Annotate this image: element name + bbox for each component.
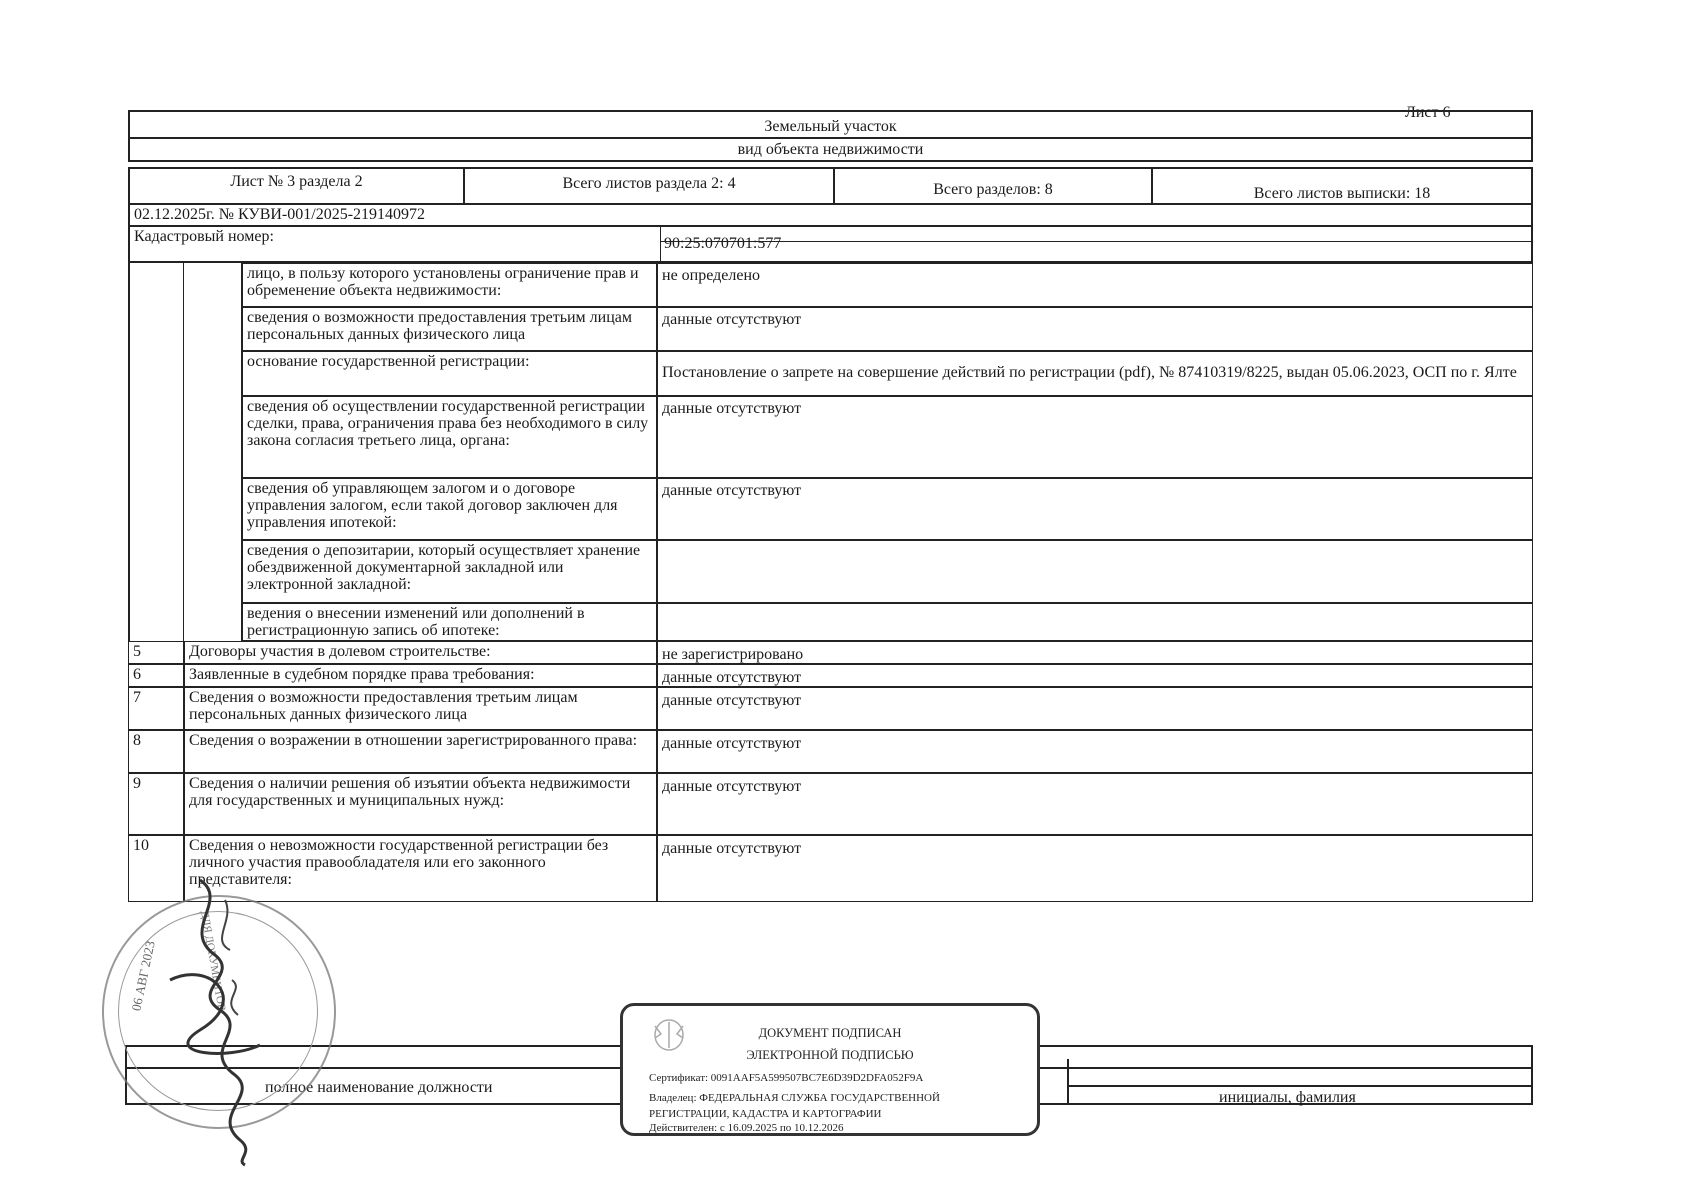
position-label: полное наименование должности (265, 1079, 493, 1096)
row-number: 9 (128, 773, 184, 835)
sub-row-value: данные отсутствуют (657, 478, 1533, 540)
object-type-caption: вид объекта недвижимости (737, 141, 924, 158)
row-label: Сведения о невозможности государственной регистрации без личного участия правообладателя или его законного представителя: (184, 835, 657, 902)
cadastral-label: Кадастровый номер: (134, 228, 274, 245)
sub-row-value: данные отсутствуют (657, 396, 1533, 478)
sub-row-label: ведения о внесении изменений или дополнений в регистрационную запись об ипотеке: (242, 603, 657, 641)
handwritten-signature (140, 860, 290, 1170)
row-value: данные отсутствуют (657, 730, 1533, 773)
sub-row-value (657, 540, 1533, 603)
object-type: Земельный участок (764, 118, 897, 135)
sub-row-value: не определено (657, 263, 1533, 307)
electronic-signature-stamp (620, 1003, 1040, 1136)
initials-label: инициалы, фамилия (1219, 1089, 1356, 1106)
cadastral-value: 90:25:070701:577 (664, 235, 782, 252)
stamp-owner1: Владелец: ФЕДЕРАЛЬНАЯ СЛУЖБА ГОСУДАРСТВЕННОЙ (649, 1092, 940, 1104)
sub-row-label: лицо, в пользу которого установлены ограничение прав и обременение объекта недвижимости: (242, 263, 657, 307)
row-value: данные отсутствуют (657, 835, 1533, 902)
row-number: 7 (128, 687, 184, 730)
stamp-line1: ДОКУМЕНТ ПОДПИСАН (758, 1026, 902, 1040)
row-label: Сведения о возможности предоставления третьим лицам персональных данных физического лица (184, 687, 657, 730)
stamp-certificate: Сертификат: 0091AAF5A599507BC7E6D39D2DFA052F9A (649, 1072, 924, 1084)
row-number: 5 (128, 641, 184, 664)
sheet-info-row (128, 167, 1533, 205)
stamp-owner2: РЕГИСТРАЦИИ, КАДАСТРА И КАРТОГРАФИИ (649, 1108, 882, 1120)
sub-row-value: Постановление о запрете на совершение действий по регистрации (pdf), № 87410319/8225, выдан 05.06.2023, ОСП по г. Ялте (657, 351, 1533, 396)
total-sections: Всего разделов: 8 (835, 169, 1153, 203)
sub-row-label: сведения об осуществлении государственной регистрации сделки, права, ограничения права без необходимого в силу закона согласия третьего лица, органа: (242, 396, 657, 478)
row-label: Сведения о возражении в отношении зарегистрированного права: (184, 730, 657, 773)
cadastral-row (128, 225, 1533, 263)
row-label: Договоры участия в долевом строительстве: (184, 641, 657, 664)
row-value: не зарегистрировано (657, 641, 1533, 664)
row-number: 8 (128, 730, 184, 773)
sub-row-label: сведения о депозитарии, который осуществляет хранение обездвиженной документарной закладной или электронной закладной: (242, 540, 657, 603)
row-value: данные отсутствуют (657, 773, 1533, 835)
row-label: Заявленные в судебном порядке права требования: (184, 664, 657, 687)
sub-row-label: сведения о возможности предоставления третьим лицам персональных данных физического лица (242, 307, 657, 351)
indent-column-continuation (184, 263, 242, 641)
seal-side-text: ДЛЯ ДОКУМЕНТОВ (198, 909, 228, 1013)
row-number: 10 (128, 835, 184, 902)
sub-row-value: данные отсутствуют (657, 307, 1533, 351)
stamp-valid: Действителен: с 16.09.2025 по 10.12.2026 (649, 1122, 844, 1134)
total-sheets-extract: Всего листов выписки: 18 (1253, 185, 1431, 202)
sub-row-label: основание государственной регистрации: (242, 351, 657, 396)
row-value: данные отсутствуют (657, 664, 1533, 687)
date-number: 02.12.2025г. № КУВИ-001/2025-219140972 (128, 205, 1533, 225)
stamp-line2: ЭЛЕКТРОННОЙ ПОДПИСЬЮ (746, 1048, 914, 1062)
sheet-of-section: Лист № 3 раздела 2 (130, 169, 465, 203)
object-type-block (128, 110, 1533, 162)
row-value: данные отсутствуют (657, 687, 1533, 730)
num-column-continuation (128, 263, 184, 641)
row-label: Сведения о наличии решения об изъятии объекта недвижимости для государственных и муниципальных нужд: (184, 773, 657, 835)
sheet-number: Лист 6 (1405, 104, 1451, 121)
sub-row-label: сведения об управляющем залогом и о договоре управления залогом, если такой договор заключен для управления ипотекой: (242, 478, 657, 540)
row-number: 6 (128, 664, 184, 687)
total-sheets-section: Всего листов раздела 2: 4 (465, 169, 835, 203)
sub-row-value (657, 603, 1533, 641)
seal-date-text: 06 АВГ 2023 (128, 939, 158, 1013)
